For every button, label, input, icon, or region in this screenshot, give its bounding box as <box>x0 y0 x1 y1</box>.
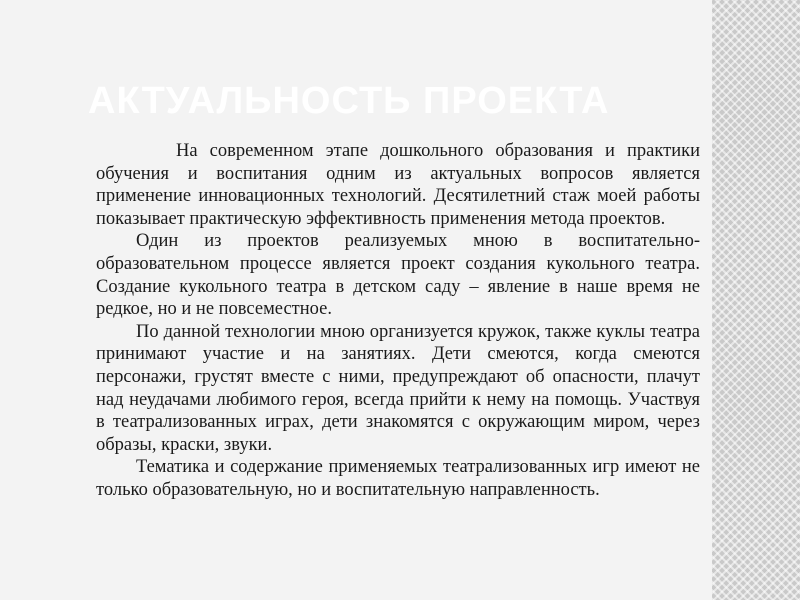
slide-body <box>96 140 700 502</box>
paragraph-4: Тематика и содержание применяемых театрализованных игр имеют не только образовательную, но и воспитательную направленность. <box>96 457 700 500</box>
slide-title: АКТУАЛЬНОСТЬ ПРОЕКТА <box>88 80 610 122</box>
paragraph-3: По данной технологии мною организуется кружок, также куклы театра принимают участие и на занятиях. Дети смеются, когда смеются персонажи, грустят вместе с ними, предупреждают об опасности, плачут над неудачами любимого героя, всегда прийти к нему на помощь. Участвуя в театрализованных играх, дети знакомятся с окружающим миром, через образы, краски, звуки. <box>96 321 700 455</box>
paragraph-1: На современном этапе дошкольного образования и практики обучения и воспитания одним из актуальных вопросов является применение инновационных технологий. Десятилетний стаж моей работы показывает практическую эффективность применения метода проектов. <box>96 141 700 229</box>
paragraph-2: Один из проектов реализуемых мною в воспитательно-образовательном процессе является проект создания кукольного театра. Создание кукольного театра в детском саду – явление в наше время не редкое, но и не повсеместное. <box>96 231 700 320</box>
decorative-side-stripe <box>712 0 800 600</box>
